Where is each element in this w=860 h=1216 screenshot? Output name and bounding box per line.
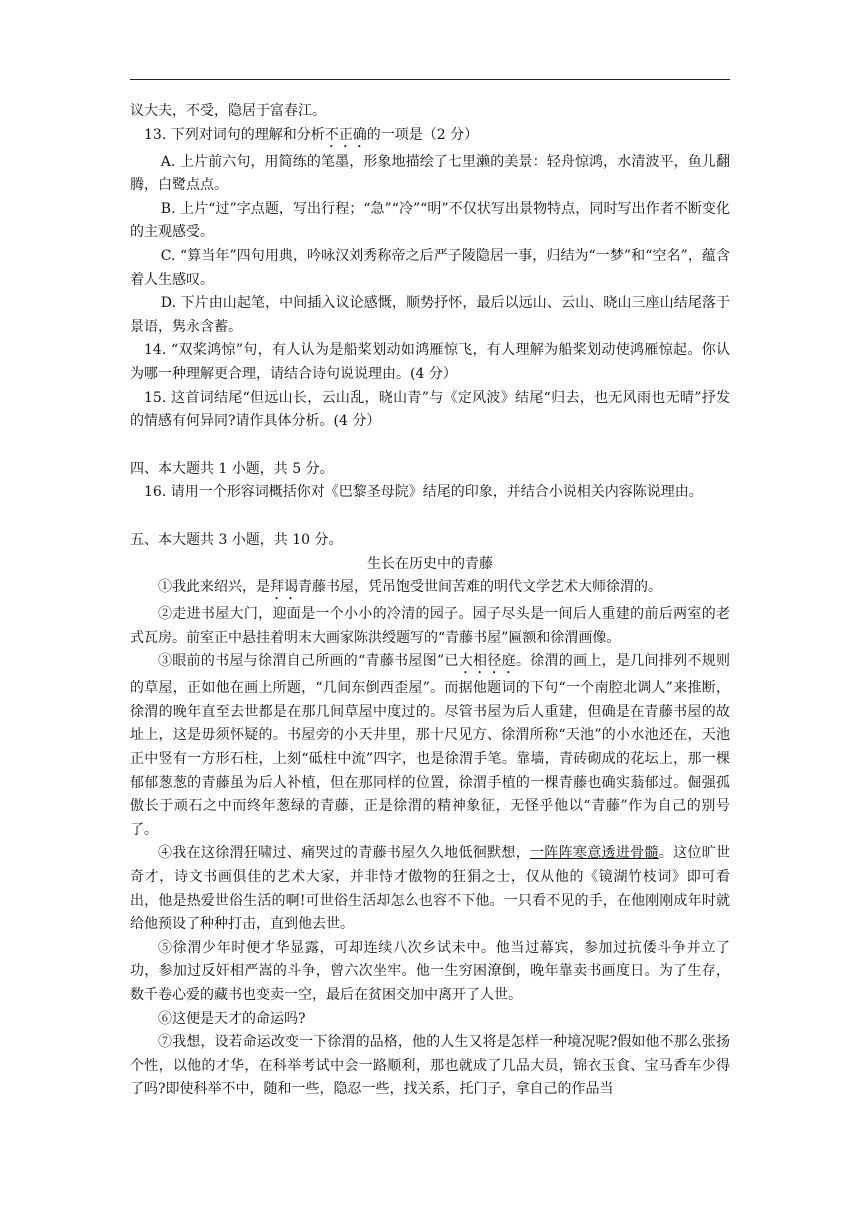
question-14: 14. “双桨鸿惊”句，有人认为是船桨划动如鸿雁惊飞，有人理解为船桨划动使鸿雁惊起。你认为哪一种理解更合理，请结合诗句说说理由。(4 分） bbox=[130, 342, 730, 382]
passage-paragraph-5: ⑤徐渭少年时便才华显露，可却连续八次乡试未中。他当过幕宾，参加过抗倭斗争并立了功，参加过反奸相严嵩的斗争，曾六次坐牢。他一生穷困潦倒，晚年靠卖书画度日。为了生存，数千卷心爱的藏书也变卖一空，最后在贫困交加中离开了人世。 bbox=[130, 939, 730, 1003]
passage-paragraph-4 bbox=[130, 842, 730, 936]
passage-paragraph-6: ⑥这便是天才的命运吗? bbox=[158, 1010, 306, 1027]
q13-option-b: B. 上片“过”字点题，写出行程；“急”“冷”“明”不仅状写出景物特点，同时写出作者不断变化的主观感受。 bbox=[130, 200, 730, 241]
q13-option-d: D. 下片由山起笔，中间插入议论感慨，顺势抒怀，最后以远山、云山、晓山三座山结尾落于景语，隽永含蓄。 bbox=[130, 295, 730, 335]
passage-paragraph-1 bbox=[130, 576, 730, 603]
q13-prefix: 13. 下列对词句的理解和分析 bbox=[144, 126, 325, 143]
p1-text-b: 青藤书屋，凭吊饱受世间苦难的明代文学艺术大师徐渭的。 bbox=[298, 579, 662, 596]
q13-emphasis: 不正确 bbox=[324, 126, 367, 143]
p3-text-b: 。徐渭的画上，是几间排列不规则的草屋，正如他在画上所题，“几间东倒西歪屋”。而据他题词的下句“一个南腔北调人”来推断，徐渭的晚年直至去世都是在那几间草屋中度过的。尽管书屋为后人重建，但确是在青藤书屋的故址上，这是毋须怀疑的。书屋旁的小天井里，那十尺见方、徐渭所称“天池”的小水池还在，天池正中竖有一方形石柱，上刻“砥柱中流”四字，也是徐渭手笔。靠墙，青砖砌成的花坛上，那一棵郁郁葱葱的青藤虽为后人补植，但在那同样的位置，徐渭手植的一棵青藤也确实蓊郁过。倔强孤傲长于顽石之中而终年葱绿的青藤，正是徐渭的精神象征，无怪乎他以“青藤”作为自己的别号了。 bbox=[130, 653, 730, 838]
passage-paragraph-3 bbox=[130, 650, 730, 842]
header-rule bbox=[130, 79, 730, 80]
q13-option-a: A. 上片前六句，用简练的笔墨，形象地描绘了七里濑的美景：轻舟惊鸿，水清波平，鱼儿翻腾，白鹭点点。 bbox=[130, 153, 730, 194]
question-15: 15. 这首词结尾“但远山长，云山乱，晓山青”与《定风波》结尾“归去，也无风雨也无晴”抒发的情感有何异同?请作具体分析。(4 分） bbox=[130, 389, 730, 430]
p3-text-a: ③眼前的书屋与徐渭自己所画的“青藤书屋图”已 bbox=[158, 653, 459, 670]
p4-text-a: ④我在这徐渭狂啸过、痛哭过的青藤书屋久久地低徊默想， bbox=[158, 845, 530, 862]
intro-tail: 议大夫，不受，隐居于富春江。 bbox=[130, 103, 326, 119]
q13-option-c: C. “算当年”四句用典，吟咏汉刘秀称帝之后严子陵隐居一事，归结为“一梦”和“空名”，蕴含着人生感叹。 bbox=[130, 247, 730, 288]
document-page bbox=[130, 100, 730, 1102]
p3-emphasis: 大相径庭 bbox=[458, 653, 516, 670]
passage-paragraph-2: ②走进书屋大门，迎面是一个小小的冷清的园子。园子尽头是一间后人重建的前后两室的老式瓦房。前室正中悬挂着明末大画家陈洪绶题写的“青藤书屋”匾额和徐渭画像。 bbox=[130, 606, 730, 646]
p1-text-a: ①我此来绍兴，是 bbox=[158, 579, 270, 596]
question-16: 16. 请用一个形容词概括你对《巴黎圣母院》结尾的印象，并结合小说相关内容陈说理由。 bbox=[144, 484, 703, 501]
question-13 bbox=[130, 124, 730, 151]
section-5-heading: 五、本大题共 3 小题，共 10 分。 bbox=[130, 531, 343, 548]
p4-text-b: 。这位旷世奇才，诗文书画俱佳的艺术大家，并非恃才傲物的狂狷之士，仅从他的《镜湖竹枝词》即可看出，他是热爱世俗生活的啊!可世俗生活却怎么也容不下他。一只看不见的手，在他刚刚成年时就给他预设了种种打击，直到他去世。 bbox=[130, 845, 731, 933]
q13-suffix: 的一项是（2 分） bbox=[366, 126, 479, 143]
passage-title: 生长在历史中的青藤 bbox=[367, 555, 493, 572]
section-4-heading: 四、本大题共 1 小题，共 5 分。 bbox=[130, 460, 334, 477]
passage-paragraph-7: ⑦我想，设若命运改变一下徐渭的品格，他的人生又将是怎样一种境况呢?假如他不那么张扬个性，以他的才华，在科举考试中会一路顺利，那也就成了几品大员，锦衣玉食、宝马香车少得了吗?即使科举不中，随和一些，隐忍一些，找关系，托门子，拿自己的作品当 bbox=[130, 1034, 730, 1098]
p4-underlined: 一阵阵寒意透进骨髓 bbox=[530, 845, 659, 862]
p1-emphasis: 拜谒 bbox=[270, 579, 298, 596]
